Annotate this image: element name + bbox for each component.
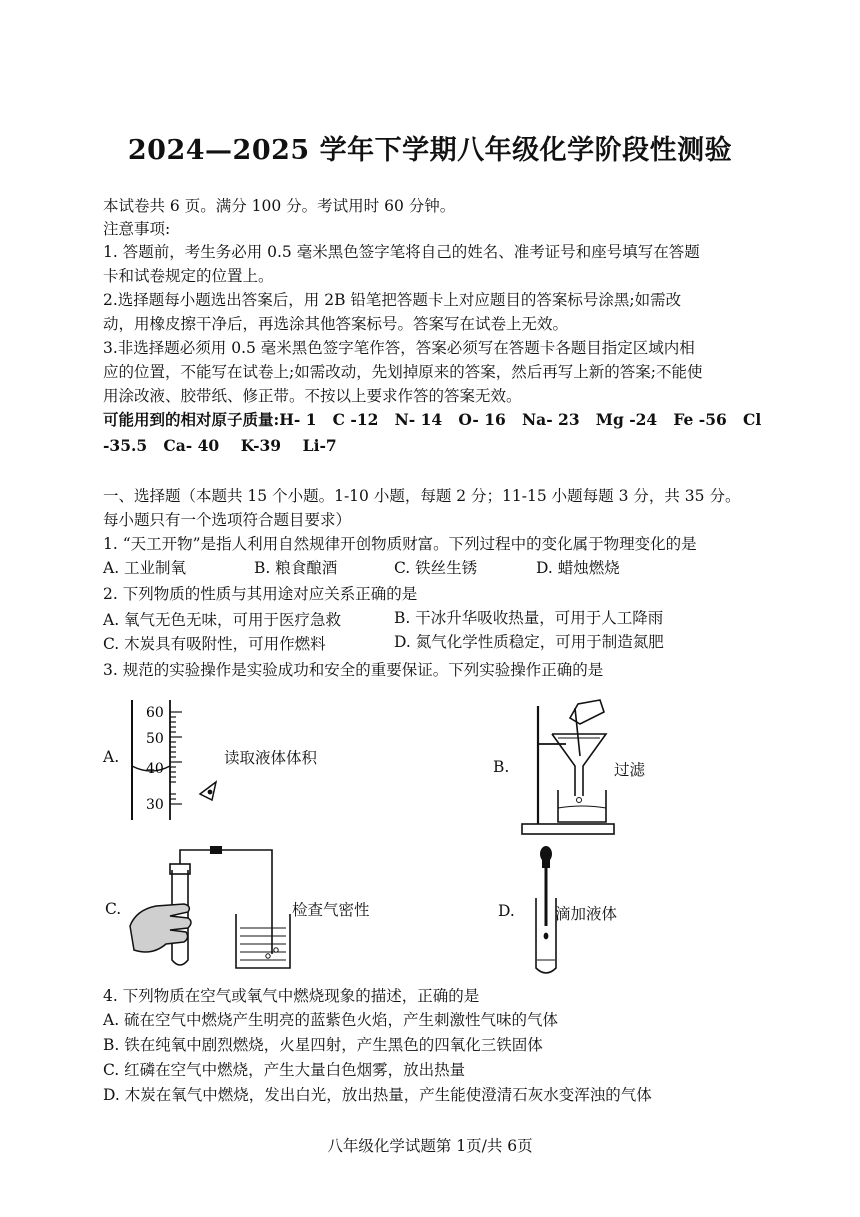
page-title: 2024—2025 学年下学期八年级化学阶段性测验 (127, 135, 733, 166)
question-2-option-d: D. 氮气化学性质稳定，可用于制造氮肥 (394, 633, 664, 651)
note-2-line-1: 2.选择题每小题选出答案后，用 2B 铅笔把答题卡上对应题目的答案标号涂黑;如需改 (103, 291, 682, 309)
notes-heading: 注意事项: (103, 220, 171, 238)
hand-icon (130, 904, 191, 952)
question-4-option-b: B. 铁在纯氧中剧烈燃烧，火星四射，产生黑色的四氧化三铁固体 (103, 1036, 543, 1054)
atomic-masses-line-1: 可能用到的相对原子质量:H- 1 C -12 N- 14 O- 16 Na- 23 Mg -24 Fe -56 Cl (103, 410, 762, 429)
figure-d-label: 滴加液体 (555, 905, 618, 923)
filtration-figure (518, 700, 628, 838)
question-1-option-d: D. 蜡烛燃烧 (536, 559, 620, 577)
figure-d-letter: D. (498, 902, 515, 920)
note-3-line-1: 3.非选择题必须用 0.5 毫米黑色签字笔作答，答案必须写在答题卡各题目指定区域内相 (103, 339, 695, 357)
question-1-option-c: C. 铁丝生锈 (394, 559, 478, 577)
eye-icon (200, 782, 216, 800)
figure-a-letter: A. (103, 748, 120, 766)
question-2-option-c: C. 木炭具有吸附性，可用作燃料 (103, 635, 326, 653)
note-2-line-2: 动，用橡皮擦干净后，再选涂其他答案标号。答案写在试卷上无效。 (103, 315, 569, 333)
cylinder-tick-30: 30 (146, 797, 164, 813)
question-1-stem: 1. “天工开物”是指人利用自然规律开创物质财富。下列过程中的变化属于物理变化的是 (103, 535, 697, 553)
question-3-stem: 3. 规范的实验操作是实验成功和安全的重要保证。下列实验操作正确的是 (103, 661, 604, 679)
figure-c-label: 检查气密性 (292, 901, 370, 919)
question-2-option-b: B. 干冰升华吸收热量，可用于人工降雨 (394, 609, 664, 627)
section-heading-line-2: 每小题只有一个选项符合题目要求） (103, 511, 352, 529)
airtightness-figure (126, 844, 296, 974)
question-1-option-b: B. 粮食酿酒 (254, 559, 338, 577)
question-4-option-a: A. 硫在空气中燃烧产生明亮的蓝紫色火焰，产生刺激性气味的气体 (103, 1011, 559, 1029)
section-heading-line-1: 一、选择题（本题共 15 个小题。1-10 小题，每题 2 分；11-15 小题每题 3 分，共 35 分。 (103, 487, 741, 505)
figure-a-label: 读取液体体积 (224, 749, 318, 767)
figure-c-letter: C. (105, 900, 122, 918)
question-2-option-a: A. 氧气无色无味，可用于医疗急救 (103, 611, 342, 629)
exam-summary: 本试卷共 6 页。满分 100 分。考试用时 60 分钟。 (103, 197, 456, 215)
note-3-line-2: 应的位置，不能写在试卷上;如需改动，先划掉原来的答案，然后再写上新的答案;不能使 (103, 363, 703, 381)
question-1-option-a: A. 工业制氧 (103, 559, 187, 577)
note-1-line-2: 卡和试卷规定的位置上。 (103, 267, 274, 285)
question-4-option-c: C. 红磷在空气中燃烧，产生大量白色烟雾，放出热量 (103, 1061, 466, 1079)
cylinder-tick-60: 60 (146, 705, 164, 721)
figure-b-letter: B. (493, 758, 510, 776)
question-2-stem: 2. 下列物质的性质与其用途对应关系正确的是 (103, 585, 418, 603)
cylinder-tick-40: 40 (146, 761, 164, 777)
atomic-masses-line-2: -35.5 Ca- 40 K-39 Li-7 (103, 436, 337, 455)
question-4-stem: 4. 下列物质在空气或氧气中燃烧现象的描述，正确的是 (103, 987, 480, 1005)
question-4-option-d: D. 木炭在氧气中燃烧，发出白光，放出热量，产生能使澄清石灰水变浑浊的气体 (103, 1086, 652, 1104)
page-footer: 八年级化学试题第 1页/共 6页 (327, 1137, 533, 1155)
figure-b-label: 过滤 (614, 761, 646, 779)
cylinder-tick-50: 50 (146, 731, 164, 747)
note-3-line-3: 用涂改液、胶带纸、修正带。不按以上要求作答的答案无效。 (103, 387, 522, 405)
note-1-line-1: 1. 答题前，考生务必用 0.5 毫米黑色签字笔将自己的姓名、准考证号和座号填写在答题 (103, 243, 700, 261)
